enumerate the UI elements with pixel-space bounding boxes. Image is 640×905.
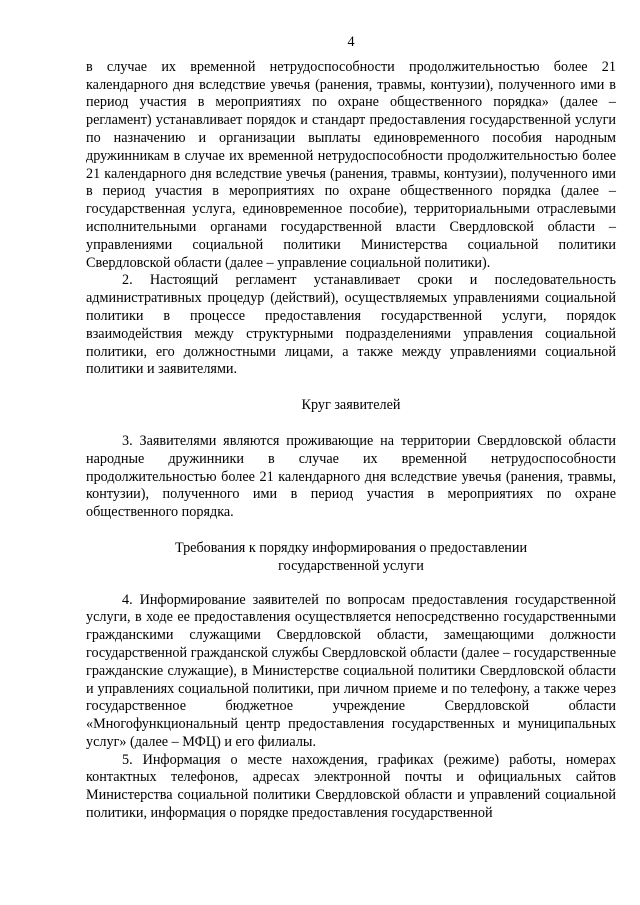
spacer <box>86 576 616 592</box>
section-heading-information-line-1: Требования к порядку информирования о предоставлении <box>174 539 528 556</box>
spacer <box>86 522 616 540</box>
spacer <box>86 415 616 433</box>
section-heading-applicants: Круг заявителей <box>301 397 401 414</box>
paragraph-5: 5. Информация о месте нахождения, графиках (режиме) работы, номерах контактных телефонов, адресах электронной почты и официальных сайтов Министерства социальной политики Свердловской области и управлений социальной политики, информация о порядке предоставления государственной <box>86 751 616 822</box>
paragraph-regulation-scope: в случае их временной нетрудоспособности продолжительностью более 21 календарного дня вследствие увечья (ранения, травмы, контузии), полученного ими в период участия в мероприятиях по охране общественного порядка» (далее – регламент) устанавливает порядок и стандарт предоставления государственной услуги по назначению и организации выплаты единовременного пособия народным дружинникам в случае их временной нетрудоспособности продолжительностью более 21 календарного дня вследствие увечья (ранения, травмы, контузии), полученного ими в период участия в мероприятиях по охране общественного порядка (далее – государственная услуга, единовременное пособие), территориальными отраслевыми исполнительными органами государственной власти Свердловской области – управлениями социальной политики Министерства социальной политики Свердловской области (далее – управление социальной политики). <box>86 58 616 271</box>
paragraph-3: 3. Заявителями являются проживающие на территории Свердловской области народные дружинники в случае их временной нетрудоспособности продолжительностью более 21 календарного дня вследствие увечья (ранения, травмы, контузии), полученного ими в период участия в мероприятиях по охране общественного порядка. <box>86 432 616 521</box>
document-page <box>86 34 616 823</box>
section-heading-information-line-2: государственной услуги <box>278 557 424 574</box>
page-number: 4 <box>347 34 355 50</box>
paragraph-4: 4. Информирование заявителей по вопросам предоставления государственной услуги, в ходе ее предоставления осуществляется непосредственно государственными гражданскими служащими Свердловской области, замещающими должности государственной гражданской службы Свердловской области (далее – государственные гражданские служащие), в Министерстве социальной политики Свердловской области и управлениях социальной политики, при личном приеме и по телефону, а также через государственное бюджетное учреждение Свердловской области «Многофункциональный центр предоставления государственных и муниципальных услуг» (далее – МФЦ) и его филиалы. <box>86 591 616 750</box>
spacer <box>86 379 616 397</box>
paragraph-2: 2. Настоящий регламент устанавливает сроки и последовательность административных процедур (действий), осуществляемых управлениями социальной политики в процессе предоставления государственной услуги, порядок взаимодействия между структурными подразделениями управления социальной политики, его должностными лицами, а также между управлениями социальной политики и заявителями. <box>86 272 616 378</box>
